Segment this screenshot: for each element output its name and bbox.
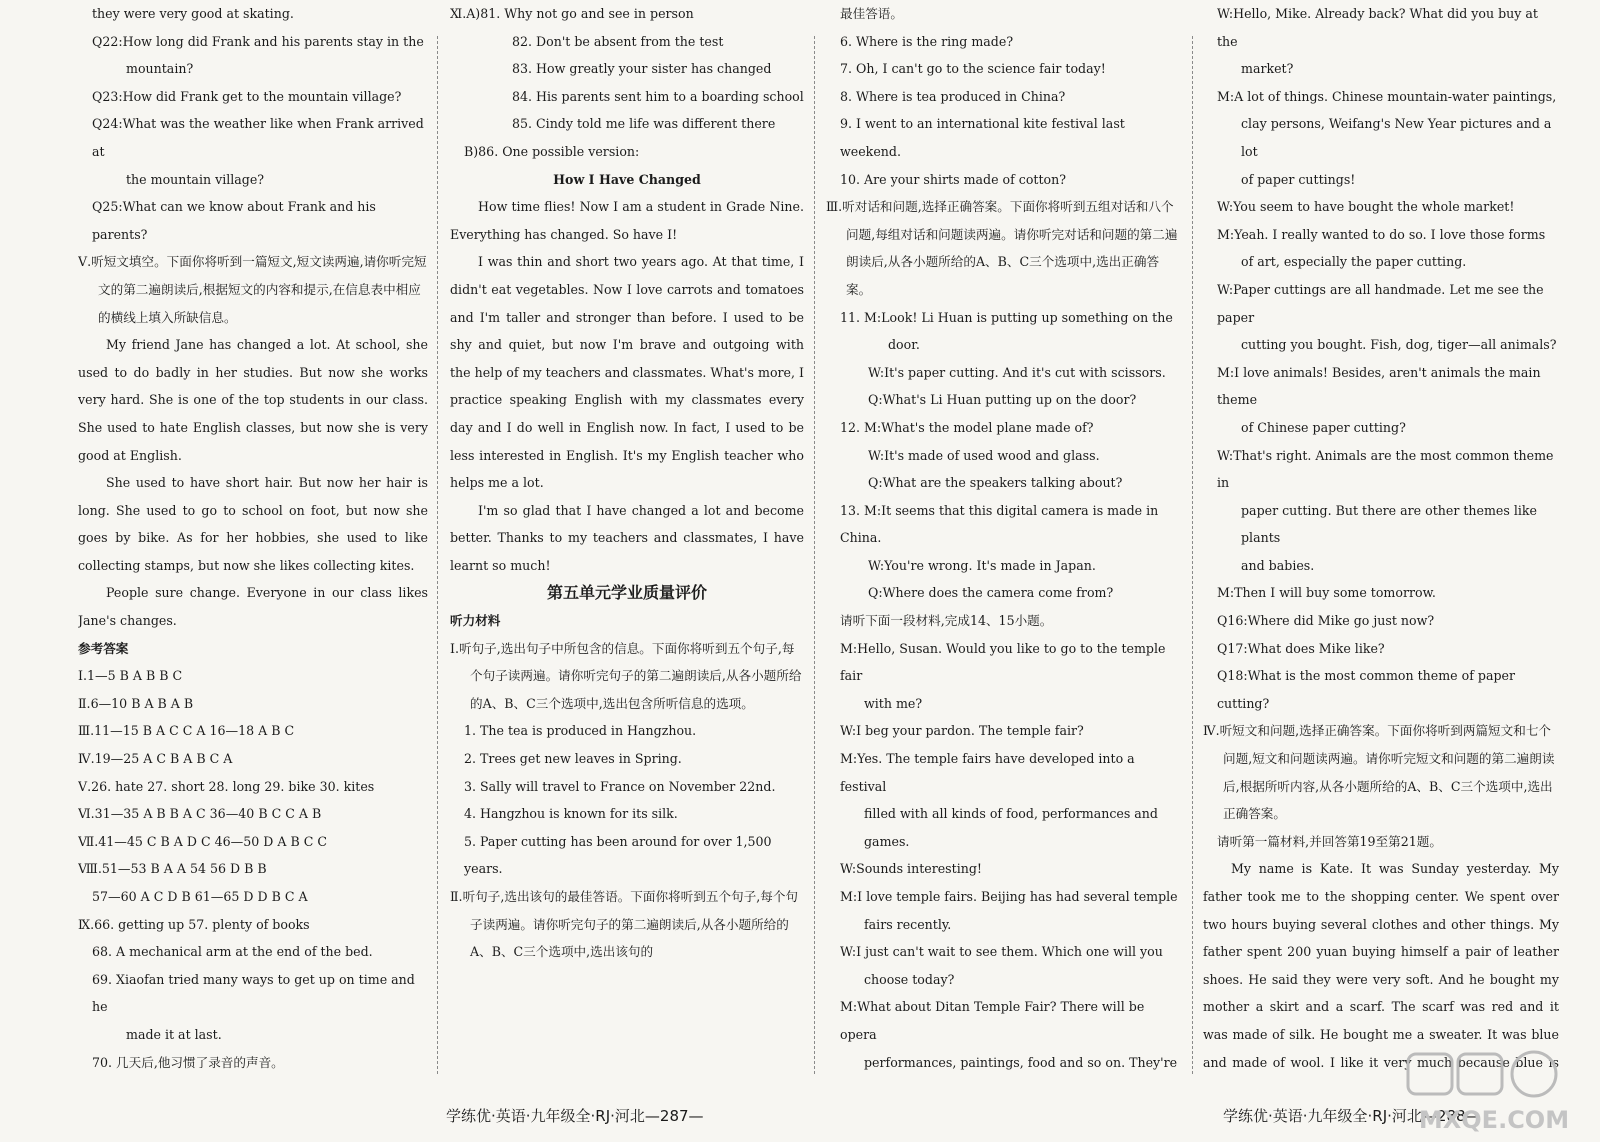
text-line: mountain? — [126, 61, 194, 77]
text-line: W:It's paper cutting. And it's cut with scissors. — [868, 364, 1166, 380]
text-line: filled with all kinds of food, performances and games. — [864, 806, 1158, 849]
essay-title: How I Have Changed — [553, 171, 701, 187]
text-line: 听力材料 — [450, 613, 501, 629]
text-line: 12. M:What's the model plane made of? — [840, 419, 1094, 435]
text-line: cutting you bought. Fish, dog, tiger—all animals? — [1241, 337, 1557, 353]
text-line: B)86. One possible version: — [464, 143, 640, 159]
text-line: M:What about Ditan Temple Fair? There will be opera — [840, 999, 1145, 1042]
text-line: 69. Xiaofan tried many ways to get up on time and he — [92, 971, 415, 1015]
text-line: 70. 几天后,他习惯了录音的声音。 — [92, 1054, 284, 1070]
text-line: Q24:What was the weather like when Frank arrived at — [92, 116, 424, 159]
text-line: 参考答案 — [78, 640, 129, 656]
text-line: 7. Oh, I can't go to the science fair today! — [840, 61, 1106, 77]
text-line: W:That's right. Animals are the most common theme in — [1217, 447, 1554, 491]
text-line: 请听第一篇材料,并回答第19至第21题。 — [1217, 833, 1442, 849]
watermark-logo — [1406, 1050, 1582, 1136]
text-line: with me? — [864, 695, 923, 711]
text-line: market? — [1241, 61, 1294, 77]
text-line: 1. The tea is produced in Hangzhou. — [464, 723, 697, 739]
text-line: M:I love temple fairs. Beijing has had several temple — [840, 889, 1178, 904]
text-line: made it at last. — [126, 1026, 222, 1042]
text-line: 2. Trees get new leaves in Spring. — [464, 751, 682, 767]
text-line: 57—60 A C D B 61—65 D D B C A — [92, 889, 308, 904]
text-line: the mountain village? — [126, 171, 265, 187]
text-line: Ⅲ.11—15 B A C C A 16—18 A B C — [78, 723, 295, 739]
text-line: of paper cuttings! — [1241, 171, 1356, 187]
text-line: W:You're wrong. It's made in Japan. — [868, 557, 1096, 573]
text-line: 5. Paper cutting has been around for over 1,500 years. — [464, 833, 772, 877]
text-line: clay persons, Weifang's New Year pictures and a lot — [1241, 116, 1552, 159]
text-line: 13. M:It seems that this digital camera is made in China. — [840, 502, 1159, 546]
text-line: Ⅵ.31—35 A B B A C 36—40 B C C A B — [78, 806, 322, 822]
text-line: Ⅰ.1—5 B A B B C — [78, 668, 183, 684]
paragraph: I'm so glad that I have changed a lot and become better. Thanks to my teachers and classmates, I have learnt so much! — [450, 502, 804, 573]
text-line: Ⅺ.A)81. Why not go and see in person — [450, 6, 694, 21]
text-line: choose today? — [864, 971, 955, 987]
text-line: Q:Where does the camera come from? — [868, 585, 1114, 601]
text-line: M:Then I will buy some tomorrow. — [1217, 585, 1436, 601]
text-line: W:Hello, Mike. Already back? What did you buy at the — [1217, 6, 1538, 49]
text-line: 85. Cindy told me life was different there — [512, 116, 776, 132]
unit-title: 第五单元学业质量评价 — [546, 583, 707, 603]
text-line: Q18:What is the most common theme of paper cutting? — [1217, 668, 1515, 711]
text-line: 请听下面一段材料,完成14、15小题。 — [840, 613, 1053, 629]
text-line: fairs recently. — [864, 916, 952, 932]
text-line: W:I just can't wait to see them. Which one will you — [840, 944, 1163, 960]
paragraph: How time flies! Now I am a student in Grade Nine. Everything has changed. So have I! — [450, 199, 804, 242]
text-line: 11. M:Look! Li Huan is putting up something on the — [840, 309, 1173, 325]
paragraph: My friend Jane has changed a lot. At school, she used to do badly in her studies. But now she works very hard. She is one of the top students in our class. She used to hate English classes, but now she is very good at English. — [78, 337, 428, 463]
column-divider — [437, 36, 438, 1074]
text-line: 9. I went to an international kite festival last weekend. — [840, 116, 1125, 159]
text-line: W:Sounds interesting! — [840, 861, 982, 877]
text-line: 6. Where is the ring made? — [840, 33, 1014, 49]
text-line: Ⅷ.51—53 B A A 54 56 D B B — [78, 861, 267, 877]
footer-right-page: 学练优·英语·九年级全·RJ·河北—288— — [1223, 1107, 1481, 1125]
text-line: and babies. — [1241, 557, 1315, 573]
text-line: M:I love animals! Besides, aren't animals the main theme — [1217, 364, 1541, 408]
text-line: M:A lot of things. Chinese mountain-water paintings, — [1217, 88, 1557, 104]
text-line: paper cutting. But there are other themes like plants — [1241, 502, 1537, 546]
text-line: W:You seem to have bought the whole market! — [1217, 199, 1515, 215]
text-line: performances, paintings, food and so on. They're — [864, 1054, 1178, 1070]
paragraph: I was thin and short two years ago. At that time, I didn't eat vegetables. Now I love carrots and tomatoes and I'm taller and stronger than before. I used to be shy and quiet, but now I'm brave and outgoing with the help of my teachers and classmates. What's more, I practice speaking English with my classmates every day and I do well in English now. In fact, I used to be less interested in English. It's my English teacher who helps me a lot. — [450, 254, 804, 491]
text-line: M:Yes. The temple fairs have developed into a festival — [840, 751, 1135, 794]
text-line: 3. Sally will travel to France on November 22nd. — [464, 778, 776, 794]
column-divider — [1192, 36, 1193, 1074]
text-line: M:Hello, Susan. Would you like to go to the temple fair — [840, 640, 1166, 684]
section-heading: Ⅴ.听短文填空。下面你将听到一篇短文,短文读两遍,请你听完短文的第二遍朗读后,根据短文的内容和提示,在信息表中相应的横线上填入所缺信息。 — [78, 254, 427, 325]
text-line: Ⅳ.19—25 A C B A B C A — [78, 751, 233, 767]
text-line: 68. A mechanical arm at the end of the bed. — [92, 944, 373, 960]
text-line: 82. Don't be absent from the test — [512, 33, 724, 49]
text-line: Q23:How did Frank get to the mountain village? — [92, 88, 402, 104]
text-line: M:Yeah. I really wanted to do so. I love those forms — [1217, 226, 1546, 242]
section-heading: Ⅳ.听短文和问题,选择正确答案。下面你将听到两篇短文和七个问题,短文和问题读两遍。请你听完短文和问题的第二遍朗读后,根据所听内容,从各小题所给的A、B、C三个选项中,选出正确答案。 — [1203, 723, 1555, 822]
text-line: of art, especially the paper cutting. — [1241, 254, 1467, 270]
text-line: Ⅶ.41—45 C B A D C 46—50 D A B C C — [78, 833, 328, 849]
column-divider — [814, 36, 815, 1074]
text-line: W:It's made of used wood and glass. — [868, 447, 1100, 463]
column-3 — [826, 0, 1182, 1072]
text-line: 8. Where is tea produced in China? — [840, 88, 1066, 104]
column-2 — [450, 0, 804, 1072]
paragraph: My name is Kate. It was Sunday yesterday. My father took me to the shopping center. We spent over two hours buying several clothes and other things. My father spent 200 yuan buying himself a pair of leather shoes. He said they were very soft. And he bought my mother a skirt and a scarf. The scarf was red and it was made of silk. He bought me a sweater. It was blue and made of wool. I like it very much because blue is — [1203, 861, 1559, 1070]
text-line: Q17:What does Mike like? — [1217, 640, 1385, 656]
column-4 — [1203, 0, 1559, 1072]
column-1 — [78, 0, 428, 1072]
text-line: door. — [888, 337, 920, 353]
text-line: Q25:What can we know about Frank and his parents? — [92, 199, 376, 242]
text-line: 83. How greatly your sister has changed — [512, 61, 772, 77]
paragraph: People sure change. Everyone in our class likes Jane's changes. — [78, 585, 428, 629]
text-line: they were very good at skating. — [92, 6, 294, 21]
text-line: 4. Hangzhou is known for its silk. — [464, 806, 678, 822]
text-line: Q:What are the speakers talking about? — [868, 475, 1123, 491]
text-line: 最佳答语。 — [840, 6, 903, 21]
section-heading: Ⅲ.听对话和问题,选择正确答案。下面你将听到五组对话和八个问题,每组对话和问题读两遍。请你听完对话和问题的第二遍朗读后,从各小题所给的A、B、C三个选项中,选出正确答案。 — [826, 199, 1178, 297]
text-line: of Chinese paper cutting? — [1241, 419, 1406, 435]
section-heading: Ⅰ.听句子,选出句子中所包含的信息。下面你将听到五个句子,每个句子读两遍。请你听完句子的第二遍朗读后,从各小题所给的A、B、C三个选项中,选出包含所听信息的选项。 — [450, 640, 802, 711]
text-line: 84. His parents sent him to a boarding school — [512, 88, 804, 104]
text-line: Ⅱ.6—10 B A B A B — [78, 695, 194, 711]
text-line: 10. Are your shirts made of cotton? — [840, 171, 1066, 187]
text-line: Q16:Where did Mike go just now? — [1217, 613, 1435, 629]
text-line: W:Paper cuttings are all handmade. Let me see the paper — [1217, 281, 1544, 325]
section-heading: Ⅱ.听句子,选出该句的最佳答语。下面你将听到五个句子,每个句子读两遍。请你听完句子的第二遍朗读后,从各小题所给的A、B、C三个选项中,选出该句的 — [450, 889, 799, 960]
paragraph: She used to have short hair. But now her hair is long. She used to go to school on foot, but now she goes by bike. As for her hobbies, she used to like collecting stamps, but now she likes collecting kites. — [78, 475, 428, 573]
text-line: Q22:How long did Frank and his parents stay in the — [92, 33, 424, 49]
svg-text:MXQE.COM: MXQE.COM — [1418, 1106, 1570, 1134]
text-line: Ⅴ.26. hate 27. short 28. long 29. bike 30. kites — [78, 778, 375, 794]
text-line: W:I beg your pardon. The temple fair? — [840, 723, 1084, 739]
text-line: Q:What's Li Huan putting up on the door? — [868, 392, 1137, 408]
footer-left-page: 学练优·英语·九年级全·RJ·河北—287— — [446, 1107, 704, 1125]
text-line: Ⅸ.66. getting up 57. plenty of books — [78, 916, 310, 932]
